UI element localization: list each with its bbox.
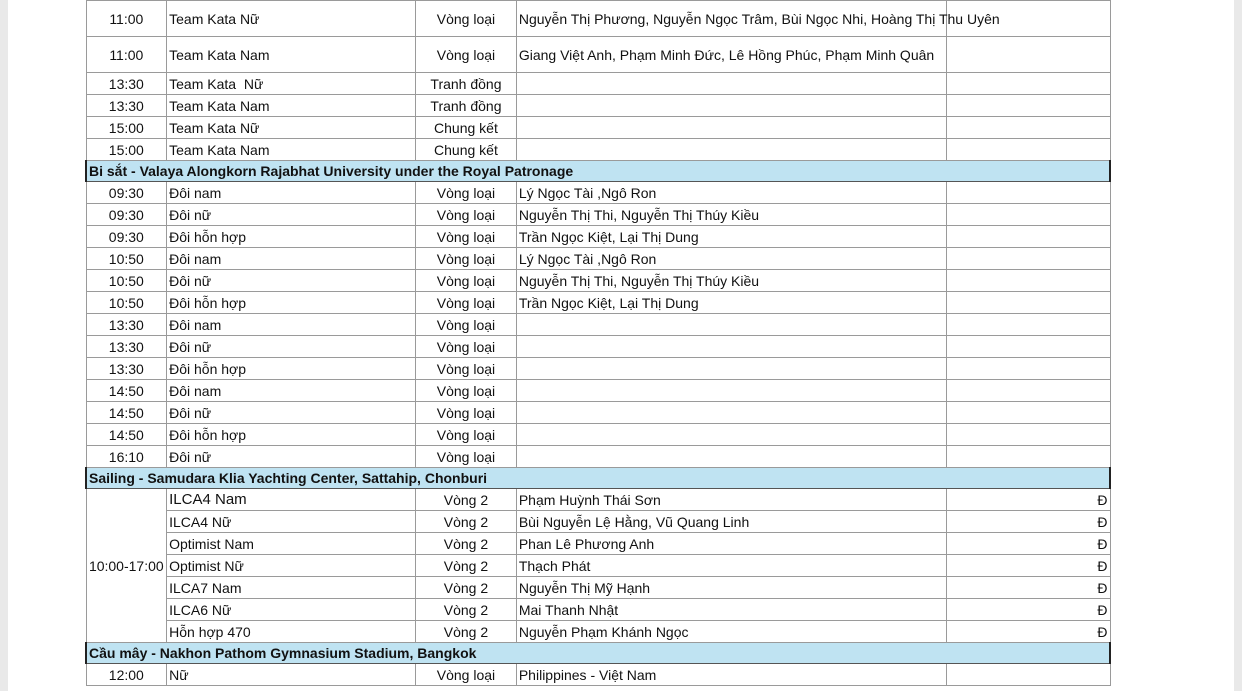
extra-cell	[947, 73, 1110, 95]
table-row	[86, 446, 1110, 468]
athletes-cell: Mai Thanh Nhật	[516, 599, 946, 621]
extra-cell	[947, 248, 1110, 270]
table-row	[86, 533, 1110, 555]
event-cell: Đôi nữ	[167, 204, 416, 226]
athletes-cell	[516, 424, 946, 446]
time-cell: 09:30	[86, 182, 167, 204]
event-cell: ILCA6 Nữ	[167, 599, 416, 621]
table-row	[86, 664, 1110, 686]
time-cell: 15:00	[86, 139, 167, 161]
extra-cell: Đ	[947, 599, 1110, 621]
time-cell: 10:50	[86, 292, 167, 314]
event-cell: Đôi hỗn hợp	[167, 226, 416, 248]
extra-cell: Đ	[947, 555, 1110, 577]
event-cell: Team Kata Nữ	[167, 73, 416, 95]
event-cell: Đôi nam	[167, 182, 416, 204]
table-row	[86, 599, 1110, 621]
time-cell: 13:30	[86, 73, 167, 95]
round-cell: Vòng loại	[416, 358, 517, 380]
extra-cell	[947, 182, 1110, 204]
athletes-cell	[516, 402, 946, 424]
table-row	[86, 270, 1110, 292]
athletes-cell: Nguyễn Thị Mỹ Hạnh	[516, 577, 946, 599]
section-header-row	[86, 468, 1110, 489]
table-row	[86, 489, 1110, 511]
round-cell: Vòng loại	[416, 182, 517, 204]
round-cell: Vòng 2	[416, 555, 517, 577]
round-cell: Vòng loại	[416, 37, 517, 73]
extra-cell	[947, 37, 1110, 73]
time-cell: 10:50	[86, 270, 167, 292]
round-cell: Vòng loại	[416, 402, 517, 424]
event-cell: Team Kata Nữ	[167, 1, 416, 37]
extra-cell	[947, 314, 1110, 336]
extra-cell	[947, 95, 1110, 117]
document-page	[8, 0, 1234, 691]
extra-cell: Đ	[947, 577, 1110, 599]
time-cell: 11:00	[86, 37, 167, 73]
event-cell: Hỗn hợp 470	[167, 621, 416, 643]
round-cell: Vòng loại	[416, 226, 517, 248]
athletes-cell: Nguyễn Thị Thi, Nguyễn Thị Thúy Kiều	[516, 270, 946, 292]
athletes-cell: Lý Ngọc Tài ,Ngô Ron	[516, 182, 946, 204]
extra-cell	[947, 358, 1110, 380]
athletes-cell	[516, 358, 946, 380]
athletes-cell: Phạm Huỳnh Thái Sơn	[516, 489, 946, 511]
table-row	[86, 555, 1110, 577]
time-cell: 13:30	[86, 358, 167, 380]
round-cell: Vòng loại	[416, 1, 517, 37]
round-cell: Vòng loại	[416, 248, 517, 270]
table-row	[86, 380, 1110, 402]
extra-cell	[947, 402, 1110, 424]
round-cell: Vòng loại	[416, 380, 517, 402]
event-cell: Đôi nam	[167, 248, 416, 270]
round-cell: Vòng 2	[416, 577, 517, 599]
time-cell: 13:30	[86, 95, 167, 117]
event-cell: Team Kata Nữ	[167, 117, 416, 139]
event-cell: ILCA4 Nam	[167, 489, 416, 511]
round-cell: Vòng loại	[416, 292, 517, 314]
table-row	[86, 314, 1110, 336]
extra-cell	[947, 204, 1110, 226]
athletes-cell: Giang Việt Anh, Phạm Minh Đức, Lê Hồng Phúc, Phạm Minh Quân	[516, 37, 946, 73]
event-cell: ILCA7 Nam	[167, 577, 416, 599]
table-row	[86, 37, 1110, 73]
athletes-cell: Thạch Phát	[516, 555, 946, 577]
event-cell: Đôi hỗn hợp	[167, 292, 416, 314]
extra-cell	[947, 270, 1110, 292]
event-cell: Team Kata Nam	[167, 139, 416, 161]
event-cell: Đôi nữ	[167, 402, 416, 424]
athletes-cell	[516, 336, 946, 358]
section-header-row	[86, 161, 1110, 182]
round-cell: Vòng 2	[416, 599, 517, 621]
athletes-cell	[516, 95, 946, 117]
athletes-cell: Bùi Nguyễn Lệ Hằng, Vũ Quang Linh	[516, 511, 946, 533]
time-cell: 09:30	[86, 204, 167, 226]
time-cell: 12:00	[86, 664, 167, 686]
event-cell: Đôi nam	[167, 314, 416, 336]
event-cell: Optimist Nam	[167, 533, 416, 555]
table-row	[86, 336, 1110, 358]
extra-cell	[947, 446, 1110, 468]
table-row	[86, 117, 1110, 139]
table-row	[86, 182, 1110, 204]
athletes-cell: Philippines - Việt Nam	[516, 664, 946, 686]
time-cell: 16:10	[86, 446, 167, 468]
extra-cell: Đ	[947, 533, 1110, 555]
event-cell: Optimist Nữ	[167, 555, 416, 577]
event-cell: Nữ	[167, 664, 416, 686]
schedule-table	[85, 0, 1111, 686]
extra-cell	[947, 380, 1110, 402]
round-cell: Chung kết	[416, 117, 517, 139]
round-cell: Vòng loại	[416, 446, 517, 468]
round-cell: Vòng 2	[416, 533, 517, 555]
table-row	[86, 95, 1110, 117]
round-cell: Chung kết	[416, 139, 517, 161]
table-row	[86, 358, 1110, 380]
athletes-cell: Trần Ngọc Kiệt, Lại Thị Dung	[516, 292, 946, 314]
extra-cell	[947, 336, 1110, 358]
table-row	[86, 73, 1110, 95]
extra-cell	[947, 424, 1110, 446]
table-row	[86, 577, 1110, 599]
time-cell: 14:50	[86, 402, 167, 424]
athletes-cell	[516, 117, 946, 139]
round-cell: Vòng loại	[416, 270, 517, 292]
time-cell: 14:50	[86, 424, 167, 446]
table-row	[86, 139, 1110, 161]
round-cell: Vòng 2	[416, 621, 517, 643]
round-cell: Tranh đồng	[416, 95, 517, 117]
athletes-cell	[516, 446, 946, 468]
athletes-cell: Phan Lê Phương Anh	[516, 533, 946, 555]
event-cell: Đôi hỗn hợp	[167, 358, 416, 380]
table-row	[86, 1, 1110, 37]
time-cell: 09:30	[86, 226, 167, 248]
event-cell: Team Kata Nam	[167, 37, 416, 73]
section-header-row	[86, 643, 1110, 664]
extra-cell: Đ	[947, 511, 1110, 533]
time-cell: 13:30	[86, 336, 167, 358]
athletes-cell	[516, 314, 946, 336]
extra-cell	[947, 117, 1110, 139]
round-cell: Vòng 2	[416, 489, 517, 511]
event-cell: ILCA4 Nữ	[167, 511, 416, 533]
athletes-cell: Nguyễn Thị Thi, Nguyễn Thị Thúy Kiều	[516, 204, 946, 226]
event-cell: Đôi nữ	[167, 270, 416, 292]
extra-cell: Đ	[947, 489, 1110, 511]
section-header-sepaktakraw: Cầu mây - Nakhon Pathom Gymnasium Stadium, Bangkok	[86, 643, 1110, 664]
event-cell: Team Kata Nam	[167, 95, 416, 117]
time-cell: 11:00	[86, 1, 167, 37]
table-row	[86, 204, 1110, 226]
event-cell: Đôi nữ	[167, 446, 416, 468]
table-row	[86, 248, 1110, 270]
round-cell: Vòng loại	[416, 336, 517, 358]
time-cell: 10:50	[86, 248, 167, 270]
athletes-cell: Trần Ngọc Kiệt, Lại Thị Dung	[516, 226, 946, 248]
round-cell: Tranh đồng	[416, 73, 517, 95]
section-header-sailing: Sailing - Samudara Klia Yachting Center, Sattahip, Chonburi	[86, 468, 1110, 489]
event-cell: Đôi nữ	[167, 336, 416, 358]
athletes-cell	[516, 139, 946, 161]
round-cell: Vòng 2	[416, 511, 517, 533]
section-header-bocce: Bi sắt - Valaya Alongkorn Rajabhat University under the Royal Patronage	[86, 161, 1110, 182]
extra-cell: Đ	[947, 621, 1110, 643]
table-row	[86, 621, 1110, 643]
round-cell: Vòng loại	[416, 314, 517, 336]
table-row	[86, 424, 1110, 446]
event-cell: Đôi hỗn hợp	[167, 424, 416, 446]
time-cell: 10:00-17:00	[86, 489, 167, 643]
extra-cell	[947, 664, 1110, 686]
athletes-cell	[516, 73, 946, 95]
round-cell: Vòng loại	[416, 424, 517, 446]
event-cell: Đôi nam	[167, 380, 416, 402]
table-row	[86, 292, 1110, 314]
round-cell: Vòng loại	[416, 664, 517, 686]
athletes-cell: Nguyễn Phạm Khánh Ngọc	[516, 621, 946, 643]
table-row	[86, 511, 1110, 533]
athletes-cell: Lý Ngọc Tài ,Ngô Ron	[516, 248, 946, 270]
extra-cell	[947, 226, 1110, 248]
extra-cell	[947, 292, 1110, 314]
time-cell: 13:30	[86, 314, 167, 336]
time-cell: 15:00	[86, 117, 167, 139]
athletes-cell: Nguyễn Thị Phương, Nguyễn Ngọc Trâm, Bùi Ngọc Nhi, Hoàng Thị Thu Uyên	[516, 1, 946, 37]
extra-cell	[947, 139, 1110, 161]
time-cell: 14:50	[86, 380, 167, 402]
round-cell: Vòng loại	[416, 204, 517, 226]
table-row	[86, 402, 1110, 424]
athletes-cell	[516, 380, 946, 402]
table-row	[86, 226, 1110, 248]
